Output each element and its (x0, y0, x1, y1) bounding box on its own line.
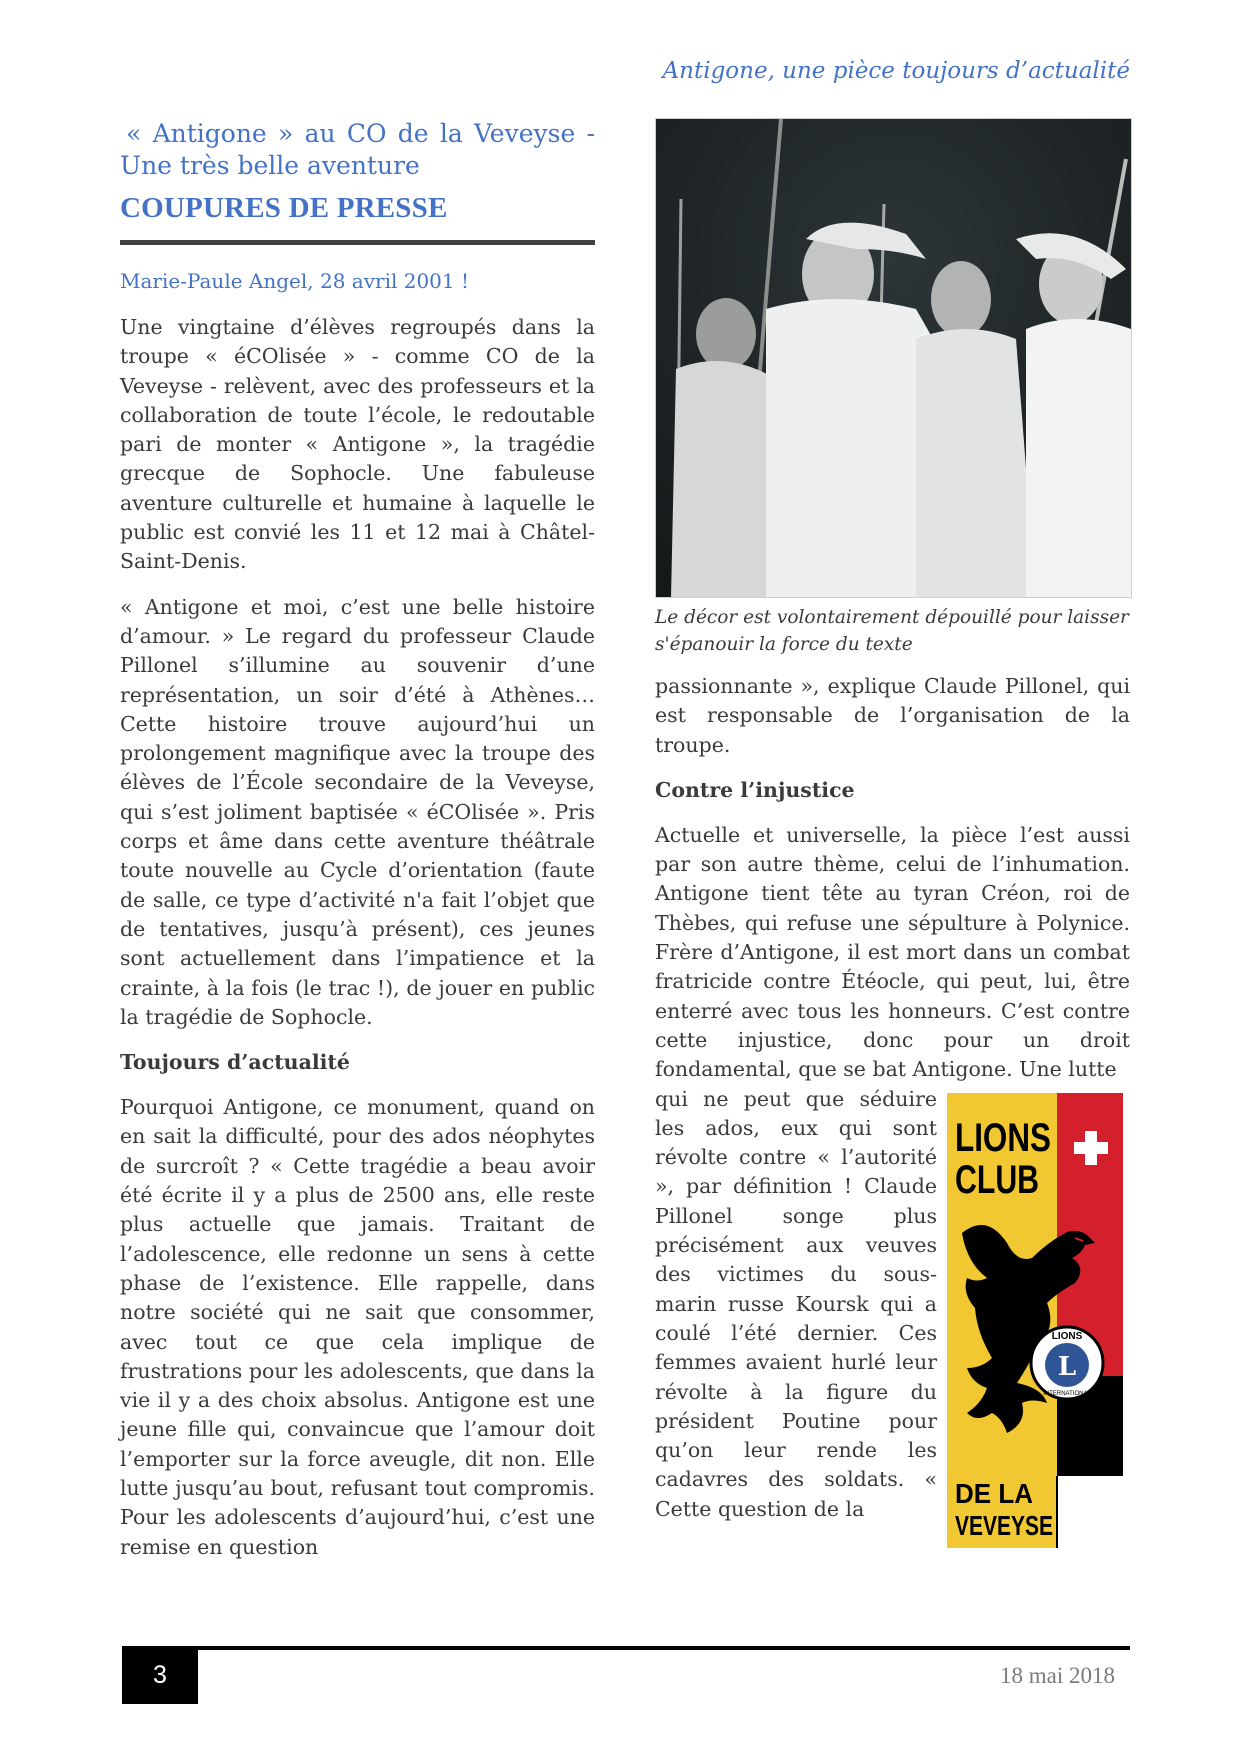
photo-actors-image (656, 119, 1131, 597)
paragraph-intro: Une vingtaine d’élèves regroupés dans la troupe « éCOlisée » - comme CO de la Veveyse - relèvent, avec des professeurs et la collaboration de toute l’école, le redoutable pari de monter « Antigone », la tragédie grecque de Sophocle. Une fabuleuse aventure culturelle et humaine à laquelle le public est convié les 11 et 12 mai à Châtel-Saint-Denis. (120, 315, 595, 574)
wrapped-text-with-logo (655, 1085, 1130, 1541)
footer-divider (122, 1646, 1130, 1650)
stage-photo (655, 118, 1132, 598)
svg-text:DE LA: DE LA (955, 1477, 1033, 1509)
svg-text:VEVEYSE: VEVEYSE (955, 1509, 1053, 1541)
svg-text:LIONS: LIONS (1051, 1330, 1083, 1342)
right-column (655, 118, 1130, 1541)
paragraph-injustice: Actuelle et universelle, la pièce l’est aussi par son autre thème, celui de l’inhumation. Antigone tient tête au tyran Créon, roi de Thèbes, qui refuse une sépulture à Polynice. Frère d’Antigone, il est mort dans un combat fratricide contre Étéocle, qui peut, lui, être enterré avec tous les honneurs. C’est contre cette injustice, donc pour un droit fondamental, que se bat Antigone. Une lutte (655, 822, 1130, 1082)
section-title: COUPURES DE PRESSE (120, 192, 448, 224)
running-header-title: Antigone, une pièce toujours d’actualité (662, 58, 1130, 84)
svg-text:INTERNATIONAL: INTERNATIONAL (1043, 1390, 1091, 1397)
byline: Marie-Paule Angel, 28 avril 2001 ! (120, 269, 470, 293)
lions-club-logo (947, 1093, 1123, 1548)
article-title-line2: Une très belle aventure (120, 151, 420, 180)
paragraph-toujours: Pourquoi Antigone, ce monument, quand on en sait la difficulté, pour des ados néophytes de surcroît ? « Cette tragédie a beau avoir été écrite il y a plus de 2500 ans, elle reste plus actuelle que jamais. Traitant de l’adolescence, elle redonne un sens à cette phase de l’existence. Elle rappelle, dans notre société qui ne sait que consommer, avec tout ce que cela implique de frustrations pour les adolescents, que dans la vie il y a des choix absolus. Antigone est une jeune fille qui, convaincue que l’amour doit l’emporter sur la force aveugle, dit non. Elle lutte jusqu’au bout, refusant tout compromis. Pour les adolescents d’aujourd’hui, c’est une remise en question (120, 1095, 595, 1559)
subheading-injustice: Contre l’injustice (655, 777, 855, 802)
title-divider (120, 240, 595, 245)
paragraph-continuation: passionnante », explique Claude Pillonel, qui est responsable de l’organisation de la troupe. (655, 674, 1130, 757)
left-column (120, 118, 595, 1562)
article-title-line1: « Antigone » au CO de la Veveyse - (126, 119, 595, 148)
svg-text:CLUB: CLUB (955, 1157, 1039, 1202)
paragraph-wrapped: qui ne peut que séduire les ados, eux qui sont révolte contre « l’autorité », par définition ! Claude Pillonel songe plus précisément aux veuves des victimes du sous-marin russe Koursk qui a coulé l’été dernier. Ces femmes avaient hurlé leur révolte à la figure du président Poutine pour qu’on leur rende les cadavres des soldats. « Cette question de la (655, 1086, 937, 1521)
svg-text:L: L (1057, 1351, 1077, 1382)
svg-text:LIONS: LIONS (955, 1115, 1051, 1160)
footer-date: 18 mai 2018 (1000, 1663, 1115, 1688)
subheading-toujours: Toujours d’actualité (120, 1050, 350, 1075)
paragraph-histoire: « Antigone et moi, c’est une belle histoire d’amour. » Le regard du professeur Claude Pillonel s’illumine au souvenir d’une représentation, un soir d’été à Athènes… Cette histoire trouve aujourd’hui un prolongement magnifique avec la troupe des élèves de l’École secondaire de la Veveyse, qui s’est joliment baptisée « éCOlisée ». Pris corps et âme dans cette aventure théâtrale toute nouvelle au Cycle d’orientation (faute de salle, ce type d’activité n'a fait l’objet que de tentatives, jusqu’à présent), ces jeunes sont actuellement dans l’impatience et la crainte, à la fois (le trac !), de jouer en public la tragédie de Sophocle. (120, 594, 595, 1029)
photo-caption: Le décor est volontairement dépouillé pour laisser s'épanouir la force du texte (655, 607, 1129, 655)
lions-club-veveyse-emblem (947, 1093, 1123, 1548)
page-number: 3 (122, 1646, 198, 1704)
